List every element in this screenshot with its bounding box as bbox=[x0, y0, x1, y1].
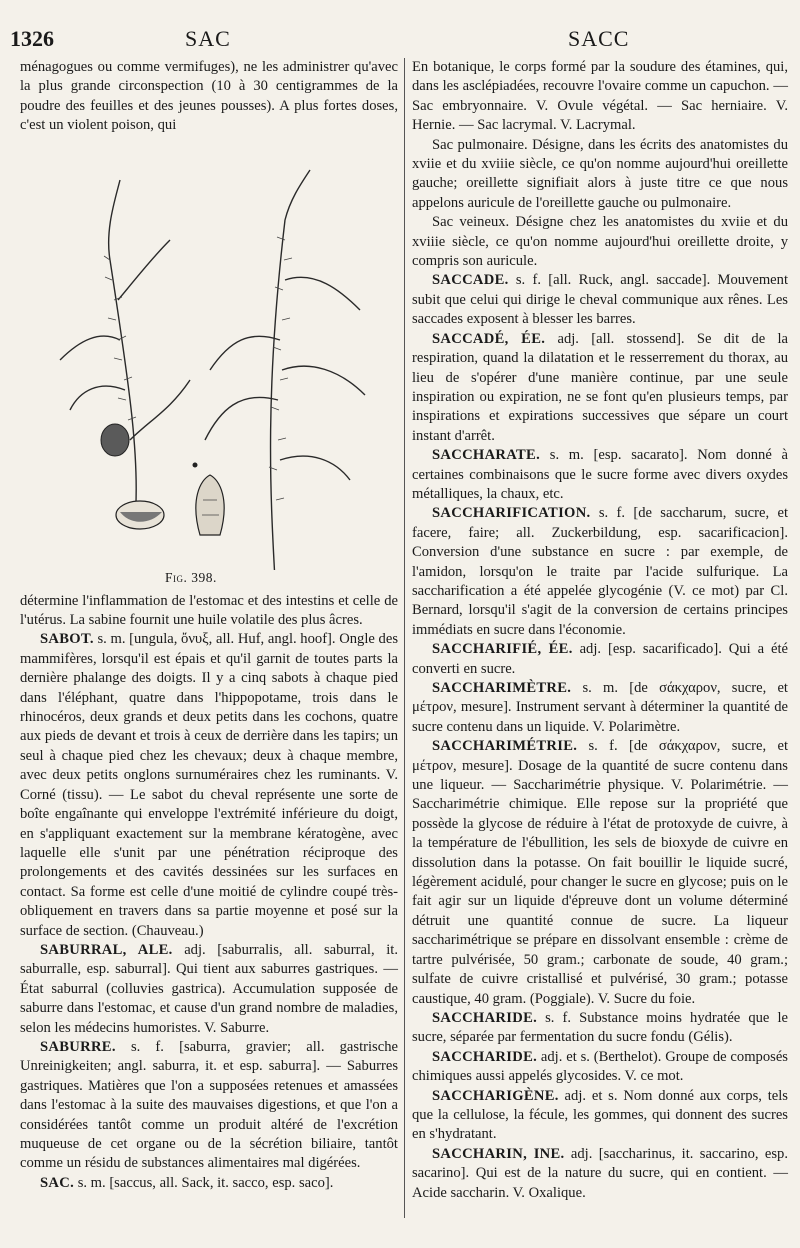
page-header bbox=[0, 26, 800, 56]
entry-saburral: SABURRAL, ALE. adj. [saburralis, all. saburral, it. saburralle, esp. saburral]. Qui tient aux saburres gastriques. — État saburral (colluvies gastrica). Accumulation supposée de saburre dans l'estomac, et cause d'un grand nombre de maladies, selon les médecins humoristes. V. Saburre. bbox=[20, 941, 398, 1036]
figure-caption: Fig. 398. bbox=[165, 569, 217, 585]
entry-saccade: SACCADE. s. f. [all. Ruck, angl. saccade]. Mouvement subit que celui qui dirige le cheval communique aux rênes. Les saccades exposent à blesser les barres. bbox=[412, 272, 788, 328]
paragraph: ménagogues ou comme vermifuges), ne les administrer qu'avec la plus grande circonspection (10 à 30 centigrammes de la poudre des feuilles et des jeunes pousses). A plus fortes doses, c'est un violent poison, qui bbox=[20, 59, 398, 134]
headword: SACCHARIN, INE. bbox=[432, 1145, 565, 1162]
entry-saccharide-f: SACCHARIDE. s. f. Substance moins hydratée que le sucre, séparée par fermentation du sucre fondu (Gélis). bbox=[412, 1009, 788, 1046]
headword: SACCADÉ, ÉE. bbox=[432, 330, 546, 347]
headword: SABOT. bbox=[40, 631, 94, 648]
entry-saccharin: SACCHARIN, INE. adj. [saccharinus, it. saccarino, esp. sacarino]. Qui est de la nature du sucre, qui en contient. — Acide saccharin. V. Oxalique. bbox=[412, 1145, 788, 1201]
entry-sac: SAC. s. m. [saccus, all. Sack, it. sacco, esp. saco]. bbox=[40, 1174, 334, 1191]
headword: SACCHARIMÈTRE. bbox=[432, 680, 572, 696]
headword: SACCHARIGÈNE. bbox=[432, 1087, 559, 1104]
headword: SACCADE. bbox=[432, 272, 509, 289]
entry-saburre: SABURRE. s. f. [saburra, gravier; all. gastrische Unreinigkeiten; angl. saburra, it. et esp. saburra]. — Saburres gastriques. Matières que l'on a supposées retenues et amassées dans l'estomac à la suite des mauvaises digestions, et que l'on a considérées tantôt comme un produit altéré de l'excrétion muqueuse de cet organe ou de la sécrétion biliaire, tantôt comme un résidu de substances alimentaires mal digérées. bbox=[20, 1038, 398, 1172]
paragraph: Sac veineux. Désigne chez les anatomistes du xviie et du xviiie siècle, ce qu'on nomme aujourd'hui oreillette droite, y compris son auricule. bbox=[412, 214, 788, 270]
running-head-left: SAC bbox=[185, 26, 231, 51]
paragraph: détermine l'inflammation de l'estomac et des intestins et celle de l'utérus. La sabine fournit une huile volatile des plus âcres. bbox=[20, 592, 398, 629]
paragraph: En botanique, le corps formé par la soudure des étamines, qui, dans les asclépiadées, recouvre l'ovaire comme un capuchon. — Sac embryonnaire. V. Ovule végétal. — Sac herniaire. V. Hernie. — Sac lacrymal. V. Lacrymal. bbox=[412, 59, 788, 134]
page-number: 1326 bbox=[10, 26, 54, 51]
headword: SACCHARATE. bbox=[432, 447, 541, 464]
entry-saccharide-adj: SACCHARIDE. adj. et s. (Berthelot). Groupe de composés chimiques aussi appelés glycosides. V. ce mot. bbox=[412, 1048, 788, 1085]
plant-illustration bbox=[40, 140, 380, 570]
entry-saccharigene: SACCHARIGÈNE. adj. et s. Nom donné aux corps, tels que la cellulose, la fécule, les gommes, qui donnent des sucres en s'hydratant. bbox=[412, 1087, 788, 1143]
left-column bbox=[20, 58, 398, 1193]
headword: SABURRAL, ALE. bbox=[40, 941, 173, 958]
headword: SACCHARIMÉTRIE. bbox=[432, 738, 578, 755]
entry-saccade-adj: SACCADÉ, ÉE. adj. [all. stossend]. Se dit de la respiration, quand la dilatation et le resserrement du thorax, au lieu de s'opérer d'une manière continue, par une seule inspiration ou expiration, ne se font qu'en plusieurs temps, par inspirations et expirations successives que sépare un court instant d'arrêt. bbox=[412, 330, 789, 444]
headword: SACCHARIDE. bbox=[432, 1048, 538, 1065]
right-column bbox=[412, 58, 788, 1203]
entry-saccharification: SACCHARIFICATION. s. f. [de saccharum, sucre, et facere, faire; all. Zuckerbildung, esp. sacarificacion]. Conversion d'une substance en sucre : par exemple, de l'amidon, lorsqu'on le traite par l'acide sulfurique. La saccharification a été appelée glycogénie (V. ce mot) par Cl. Bernard, lorsqu'il s'agit de la conversion de certains principes immédiats en sucre dans l'économie. bbox=[412, 505, 788, 638]
headword: SACCHARIFIÉ, ÉE. bbox=[432, 641, 573, 658]
running-head-right: SACC bbox=[568, 26, 630, 51]
headword: SABURRE. bbox=[40, 1038, 116, 1055]
paragraph: Sac pulmonaire. Désigne, dans les écrits des anatomistes du xviie et du xviiie siècle, ce qu'on nomme aujourd'hui oreillette gauche; oreillette signifiait alors à juste titre ce que nous appelons auricule de l'oreillette gauche ou pulmonaire. bbox=[412, 136, 788, 211]
entry-saccharimetrie: SACCHARIMÉTRIE. s. f. [de σάκχαρον, sucre, et μέτρον, mesure]. Dosage de la quantité de sucre contenu dans une liqueur. — Saccharimétrie physique. V. Polarimétrie. — Saccharimétrie chimique. Elle repose sur la propriété que possède la glycose de réduire à l'état de protoxyde de cuivre, à la température de l'ébullition, les sels de bioxyde de cuivre en dissolution dans la potasse. On fait bouillir le liquide sucré, légèrement acidulé, pour changer le sucre en glycose; puis on le fait agir sur un liquide d'épreuve dont un volume déterminé détruit une quantité connue de sucre. La liqueur saccharimétrique se prépare en dissolvant ensemble : crème de tartre pulvérisée, 50 gram.; carbonate de soude, 40 gram.; sulfate de cuivre cristallisé et pulvérisé, 30 gram.; potasse caustique, 40 gram. (Poggiale). V. Sucre du foie. bbox=[412, 738, 788, 1007]
headword: SAC. bbox=[40, 1174, 75, 1191]
figure-sabine-plant bbox=[20, 140, 398, 590]
entry-saccharimetre: SACCHARIMÈTRE. s. m. [de σάκχαρον, sucre, et μέτρον, mesure]. Instrument servant à déterminer la quantité de sucre contenu dans un liquide. V. Polarimètre. bbox=[412, 680, 788, 735]
entry-saccharifie: SACCHARIFIÉ, ÉE. adj. [esp. sacarificado]. Qui a été converti en sucre. bbox=[412, 641, 788, 677]
headword: SACCHARIDE. bbox=[432, 1009, 538, 1026]
entry-saccharate: SACCHARATE. s. m. [esp. sacarato]. Nom donné à certaines combinaisons que le sucre forme avec divers oxydes métalliques, la chaux, etc. bbox=[412, 447, 788, 502]
headword: SACCHARIFICATION. bbox=[432, 505, 591, 522]
column-divider bbox=[404, 58, 405, 1218]
entry-sabot: SABOT. s. m. [ungula, ὄνυξ, all. Huf, angl. hoof]. Ongle des mammifères, lorsqu'il est épais et qu'il garnit de toutes parts la dernière phalange des doigts. Il y a cinq sabots à chaque pied dans l'éléphant, quatre dans l'hippopotame, trois dans le rhinocéros, deux grands et deux petits dans les cochons, quatre aux pieds de devant et trois à ceux de derrière dans les tapirs; un seul à chaque pied chez les chevaux; deux à chaque membre, avec deux petits onglons surnuméraires chez les ruminants. V. Corné (tissu). — Le sabot du cheval représente une sorte de boîte engaînante qui enveloppe l'extrémité inférieure du doigt, en s'appliquant exactement sur la membrane kératogène, avec laquelle elle s'unit par une pénétration réciproque des prolongements et des cavités dessinées sur les surfaces en contact. Sa forme est celle d'une moitié de cylindre coupé très-obliquement en travers dans sa partie moyenne et posé sur la surface de section. (Chauveau.) bbox=[20, 631, 398, 939]
